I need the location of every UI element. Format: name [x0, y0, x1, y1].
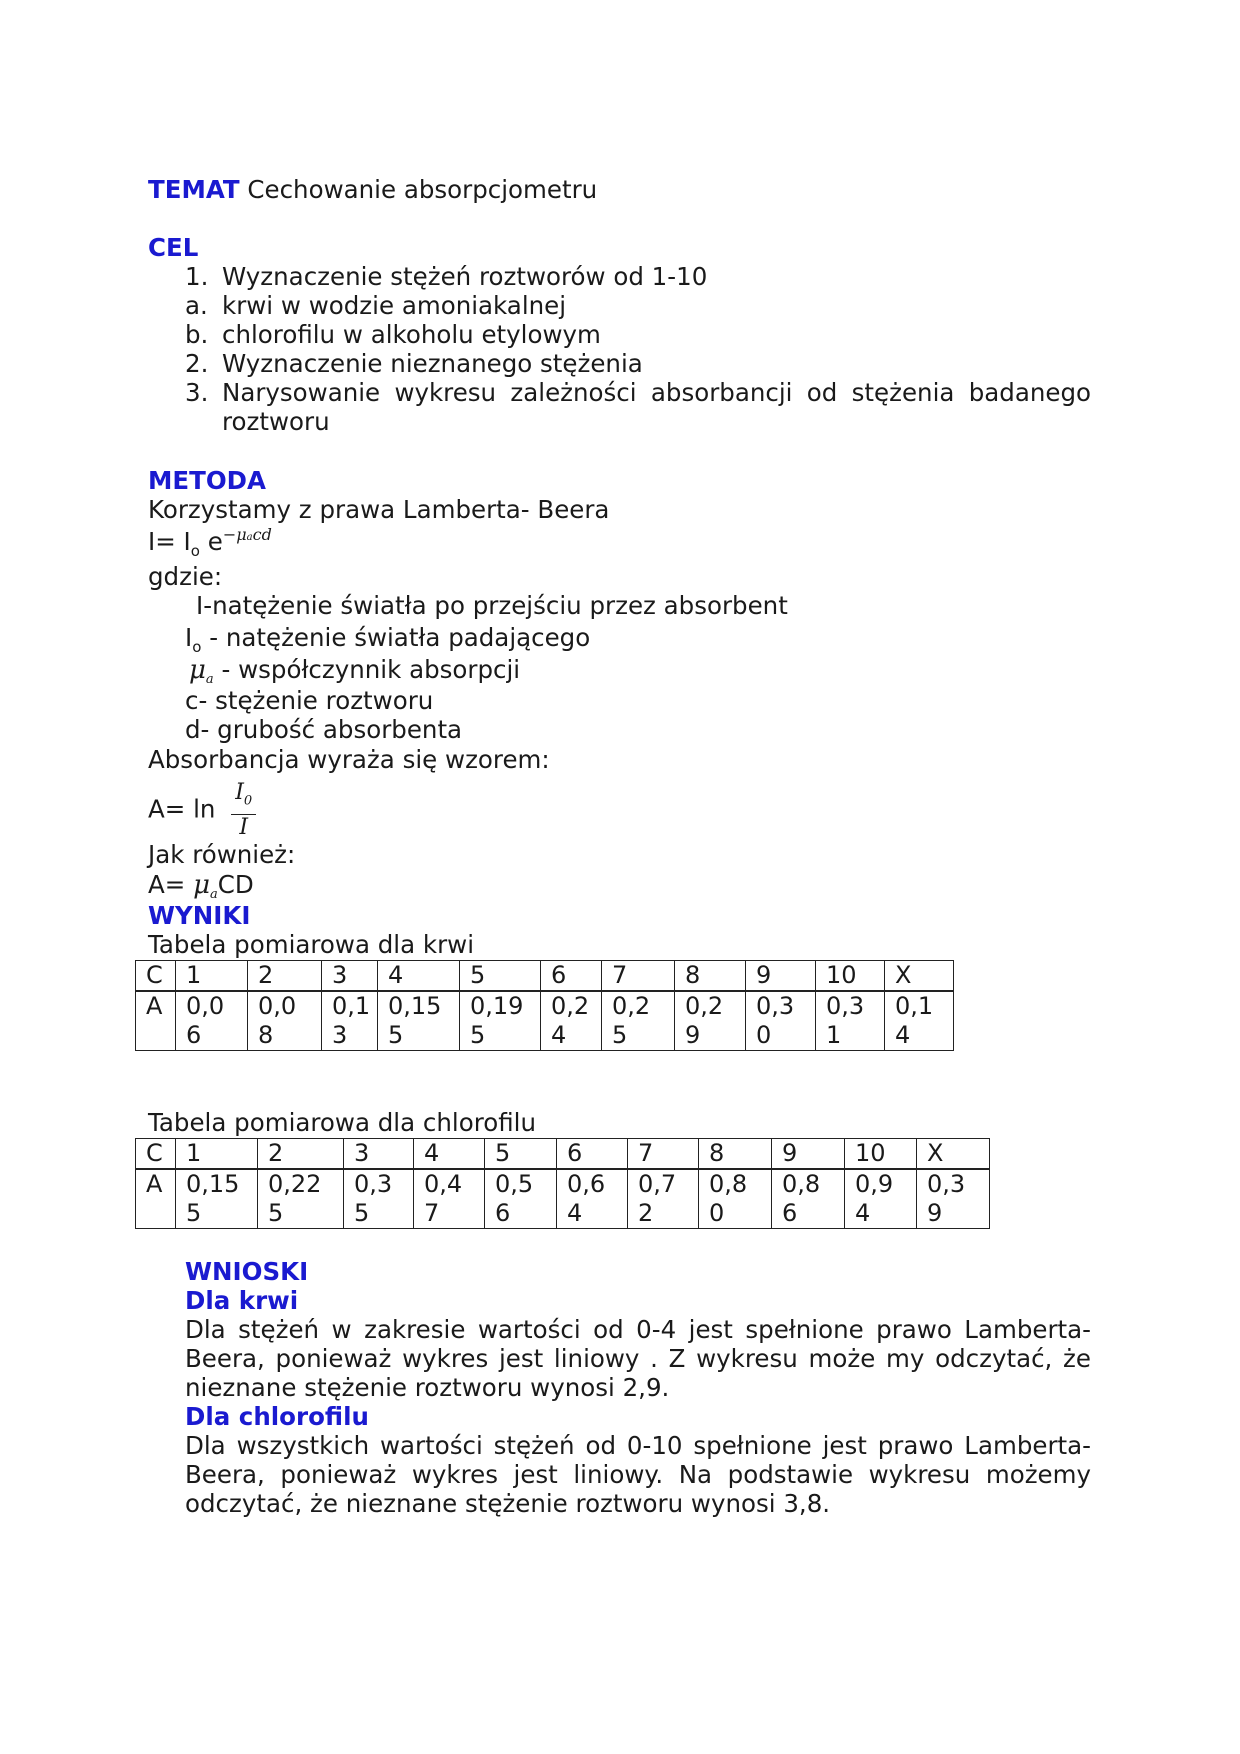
- def-io-text: - natężenie światła padającego: [209, 623, 591, 652]
- concentration-cell: 3: [344, 1139, 414, 1170]
- concentration-row: [136, 961, 954, 992]
- abs2-mu: μ: [193, 870, 210, 900]
- beer-lambert-formula: [148, 527, 272, 566]
- chlorophyll-conclusion-text: Dla wszystkich wartości stężeń od 0-10 spełnione jest prawo Lamberta-Beera, ponieważ wykres jest liniowy. Na podstawie wykresu możemy odczytać, że nieznane stężenie roztworu wynosi 3,8.: [185, 1431, 1091, 1518]
- exponent-mu-sub: a: [246, 532, 253, 543]
- numerator-sub: 0: [243, 793, 253, 809]
- absorbance-cell: 0,2 4: [541, 991, 602, 1051]
- method-heading: METODA: [148, 466, 266, 495]
- absorbance-cell: 0,8 0: [699, 1169, 772, 1229]
- concentration-cell: 9: [772, 1139, 845, 1170]
- absorbance-row: [136, 1169, 990, 1229]
- absorbance-cell: 0,0 6: [176, 991, 248, 1051]
- absorbance-cell: 0,15 5: [378, 991, 460, 1051]
- blood-conclusion-heading: Dla krwi: [185, 1286, 299, 1315]
- goal-item-marker: 1.: [185, 262, 209, 291]
- absorbance-cell: A: [136, 991, 176, 1051]
- chlorophyll-conclusion-heading: Dla chlorofilu: [185, 1402, 369, 1431]
- formula-exponent: [223, 525, 272, 544]
- goal-item-text: Wyznaczenie nieznanego stężenia: [222, 349, 643, 378]
- absorbance-cell: 0,22 5: [258, 1169, 344, 1229]
- formula-io-sub: o: [190, 542, 200, 560]
- numerator-symbol: I: [235, 780, 244, 805]
- goal-item-text: krwi w wodzie amoniakalnej: [222, 291, 567, 320]
- goal-item-marker: 3.: [185, 378, 209, 407]
- fraction-numerator: [231, 780, 256, 815]
- absorbance-cell: 0,1 3: [322, 991, 378, 1051]
- def-io-sub: o: [192, 638, 202, 656]
- def-c: c- stężenie roztworu: [185, 686, 434, 715]
- absorbance-cell: 0,1 4: [885, 991, 954, 1051]
- absorbance-cell: 0,3 1: [816, 991, 885, 1051]
- concentration-cell: 7: [628, 1139, 699, 1170]
- concentration-cell: 2: [248, 961, 322, 992]
- concentration-cell: 10: [845, 1139, 917, 1170]
- formula-e: e: [207, 527, 223, 556]
- absorbance-cell: A: [136, 1169, 176, 1229]
- concentration-cell: 1: [176, 1139, 258, 1170]
- def-i: I-natężenie światła po przejściu przez absorbent: [196, 591, 788, 620]
- method-intro: Korzystamy z prawa Lamberta- Beera: [148, 495, 610, 524]
- absorbance-cell: 0,2 9: [675, 991, 746, 1051]
- topic-line: [148, 175, 597, 204]
- concentration-cell: C: [136, 1139, 176, 1170]
- absorbance-cell: 0,7 2: [628, 1169, 699, 1229]
- blood-measurement-table: [135, 960, 954, 1051]
- also-label: Jak również:: [148, 840, 296, 869]
- absorbance-cell: 0,3 9: [917, 1169, 990, 1229]
- absorbance-cell: 0,2 5: [602, 991, 675, 1051]
- concentration-row: [136, 1139, 990, 1170]
- blood-conclusion-text: Dla stężeń w zakresie wartości od 0-4 jest spełnione prawo Lamberta-Beera, ponieważ wykres jest liniowy . Z wykresu może my odczytać, że nieznane stężenie roztworu wynosi 2,9.: [185, 1315, 1091, 1402]
- absorbance-cell: 0,3 5: [344, 1169, 414, 1229]
- concentration-cell: 1: [176, 961, 248, 992]
- concentration-cell: 8: [699, 1139, 772, 1170]
- def-d: d- grubość absorbenta: [185, 715, 463, 744]
- concentration-cell: 9: [746, 961, 816, 992]
- concentration-cell: X: [885, 961, 954, 992]
- absorbance-cell: 0,3 0: [746, 991, 816, 1051]
- goal-heading: CEL: [148, 233, 199, 262]
- absorbance-lhs: A= ln: [148, 794, 216, 824]
- def-io-symbol: I: [185, 623, 193, 652]
- concentration-cell: 3: [322, 961, 378, 992]
- absorbance-formula: [148, 780, 256, 841]
- abs2-mu-sub: a: [210, 887, 218, 902]
- exponent-tail: cd: [252, 525, 272, 544]
- exponent-sign: −: [222, 525, 237, 544]
- absorbance-cell: 0,8 6: [772, 1169, 845, 1229]
- topic-text: Cechowanie absorpcjometru: [247, 175, 598, 204]
- concentration-cell: 8: [675, 961, 746, 992]
- formula-lhs: I= I: [148, 527, 191, 556]
- concentration-cell: 2: [258, 1139, 344, 1170]
- absorbance-cell: 0,5 6: [485, 1169, 557, 1229]
- fraction-denominator: I: [239, 815, 249, 841]
- results-heading: WYNIKI: [148, 901, 251, 930]
- concentration-cell: 6: [557, 1139, 628, 1170]
- def-mu-text: - współczynnik absorpcji: [221, 655, 521, 684]
- absorbance-cell: 0,4 7: [414, 1169, 485, 1229]
- goal-item-marker: b.: [185, 320, 209, 349]
- table1-caption: Tabela pomiarowa dla krwi: [148, 930, 475, 959]
- absorbance-cell: 0,19 5: [460, 991, 541, 1051]
- absorbance-intro: Absorbancja wyraża się wzorem:: [148, 745, 550, 774]
- absorbance-cell: 0,0 8: [248, 991, 322, 1051]
- concentration-cell: X: [917, 1139, 990, 1170]
- absorbance-cell: 0,9 4: [845, 1169, 917, 1229]
- table2-caption: Tabela pomiarowa dla chlorofilu: [148, 1108, 536, 1137]
- def-mu-symbol: μ: [189, 655, 206, 685]
- absorbance-cell: 0,6 4: [557, 1169, 628, 1229]
- concentration-cell: 7: [602, 961, 675, 992]
- concentration-cell: 5: [485, 1139, 557, 1170]
- goal-item-text: Narysowanie wykresu zależności absorbancji od stężenia badanego roztworu: [222, 378, 1091, 436]
- concentration-cell: 6: [541, 961, 602, 992]
- topic-heading: TEMAT: [148, 175, 240, 204]
- concentration-cell: 4: [414, 1139, 485, 1170]
- goal-item-text: Wyznaczenie stężeń roztworów od 1-10: [222, 262, 708, 291]
- absorbance-row: [136, 991, 954, 1051]
- concentration-cell: 5: [460, 961, 541, 992]
- goal-item-marker: 2.: [185, 349, 209, 378]
- def-mu-sub: a: [205, 672, 214, 687]
- concentration-cell: 10: [816, 961, 885, 992]
- abs2-rhs: CD: [217, 870, 254, 899]
- concentration-cell: C: [136, 961, 176, 992]
- abs2-lhs: A=: [148, 870, 186, 899]
- goal-item-text: chlorofilu w alkoholu etylowym: [222, 320, 601, 349]
- absorbance-fraction: [231, 780, 256, 841]
- absorbance-cell: 0,15 5: [176, 1169, 258, 1229]
- concentration-cell: 4: [378, 961, 460, 992]
- where-label: gdzie:: [148, 562, 223, 591]
- conclusions-heading: WNIOSKI: [185, 1257, 309, 1286]
- goal-item-marker: a.: [185, 291, 208, 320]
- chlorophyll-measurement-table: [135, 1138, 990, 1229]
- exponent-mu: μ: [236, 525, 247, 544]
